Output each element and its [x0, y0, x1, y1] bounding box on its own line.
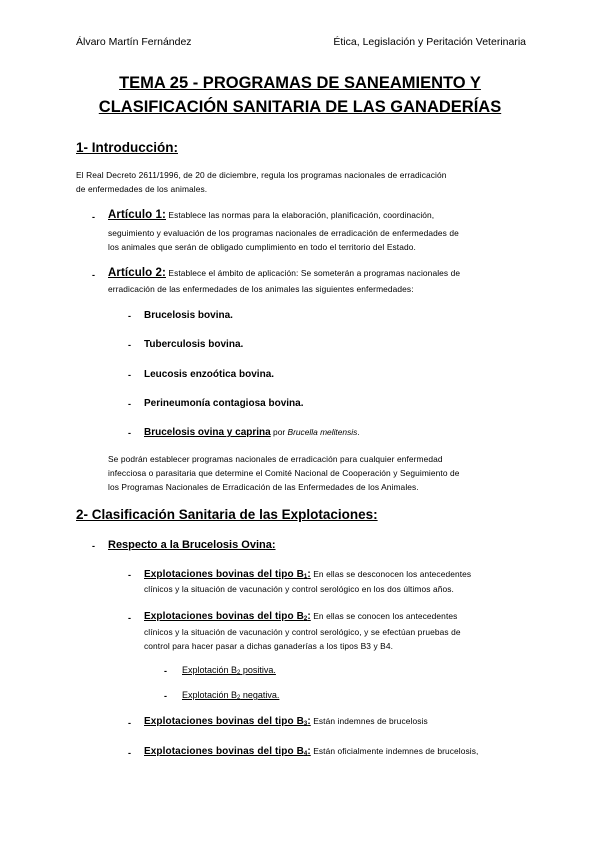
disease-item: Perineumonía contagiosa bovina.	[144, 398, 304, 409]
bullet-dash: -	[128, 570, 131, 580]
bullet-dash: -	[128, 428, 131, 438]
bullet-dash: -	[92, 270, 95, 280]
article-2-line-1	[108, 266, 460, 280]
type-b3-line-1	[144, 714, 428, 731]
article-1-text: Establece las normas para la elaboración, planificación, coordinación,	[165, 210, 435, 220]
type-b3-label: Explotaciones bovinas del tipo B3:	[144, 716, 311, 727]
intro-paragraph-line-1: El Real Decreto 2611/1996, de 20 de diciembre, regula los programas nacionales de erradicación	[76, 170, 447, 180]
sub-item-b2-negative: Explotación B2 negativa.	[182, 690, 280, 701]
title-line-1: TEMA 25 - PROGRAMAS DE SANEAMIENTO Y	[119, 74, 481, 92]
type-b2-text: En ellas se conocen los antecedentes	[310, 611, 458, 621]
type-b3-text: Están indemnes de brucelosis	[310, 716, 428, 726]
header-subject: Ética, Legislación y Peritación Veterinaria	[333, 36, 526, 48]
extra-line-1: Se podrán establecer programas nacionales de erradicación para cualquier enfermedad	[108, 454, 443, 464]
article-2-text: Establece el ámbito de aplicación: Se someterán a programas nacionales de	[165, 268, 461, 278]
type-b1-label: Explotaciones bovinas del tipo B1:	[144, 569, 311, 580]
respecto-heading: Respecto a la Brucelosis Ovina:	[108, 539, 276, 551]
type-b2-label: Explotaciones bovinas del tipo B2:	[144, 611, 311, 622]
bullet-dash: -	[92, 541, 95, 551]
article-2-label: Artículo 2:	[108, 267, 166, 279]
article-1-line-1	[108, 208, 434, 222]
bullet-dash: -	[164, 666, 167, 676]
intro-heading: 1- Introducción:	[76, 140, 178, 155]
disease-item: Tuberculosis bovina.	[144, 339, 244, 350]
type-b1-line-2: clínicos y la situación de vacunación y control serológico en los dos últimos años.	[144, 584, 454, 594]
header-author: Álvaro Martín Fernández	[76, 36, 192, 48]
type-b1-text: En ellas se desconocen los antecedentes	[310, 569, 472, 579]
bullet-dash: -	[128, 311, 131, 321]
article-2-line-2: erradicación de las enfermedades de los animales las siguientes enfermedades:	[108, 284, 414, 294]
type-b4-line-1	[144, 744, 478, 761]
article-1-label: Artículo 1:	[108, 209, 166, 221]
disease-item: Brucelosis bovina.	[144, 310, 233, 321]
bullet-dash: -	[128, 748, 131, 758]
bullet-dash: -	[128, 718, 131, 728]
disease-5-por: por	[270, 427, 288, 437]
bullet-dash: -	[164, 691, 167, 701]
bullet-dash: -	[92, 212, 95, 222]
disease-5-name: Brucelosis ovina y caprina	[144, 427, 271, 438]
disease-item: Leucosis enzoótica bovina.	[144, 369, 275, 380]
type-b4-label: Explotaciones bovinas del tipo B4:	[144, 746, 311, 757]
sub-item-b2-positive: Explotación B2 positiva.	[182, 665, 276, 676]
article-1-line-3: los animales que serán de obligado cumplimiento en todo el territorio del Estado.	[108, 242, 416, 252]
bullet-dash: -	[128, 613, 131, 623]
bullet-dash: -	[128, 340, 131, 350]
type-b2-line-3: control para hacer pasar a dichas ganaderías a los tipos B3 y B4.	[144, 641, 394, 651]
title-line-2: CLASIFICACIÓN SANITARIA DE LAS GANADERÍAS	[98, 98, 502, 116]
extra-line-3: los Programas Nacionales de Erradicación de las Enfermedades de los Animales.	[108, 482, 419, 492]
article-1-line-2: seguimiento y evaluación de los programas nacionales de erradicación de enfermedades de	[108, 228, 459, 238]
bullet-dash: -	[128, 399, 131, 409]
disease-5-agent: Brucella melitensis	[287, 427, 358, 437]
disease-item-5	[144, 427, 360, 438]
type-b2-line-1	[144, 609, 457, 626]
intro-paragraph-line-2: de enfermedades de los animales.	[76, 184, 208, 194]
extra-line-2: infecciosa o parasitaria que determine el Comité Nacional de Cooperación y Seguimiento de	[108, 468, 460, 478]
bullet-dash: -	[128, 370, 131, 380]
type-b4-text: Están oficialmente indemnes de brucelosis,	[310, 746, 479, 756]
type-b2-line-2: clínicos y la situación de vacunación y control serológico, y se efectúan pruebas de	[144, 627, 461, 637]
disease-5-end: .	[357, 427, 360, 437]
section-2-heading: 2- Clasificación Sanitaria de las Explotaciones:	[76, 507, 378, 522]
